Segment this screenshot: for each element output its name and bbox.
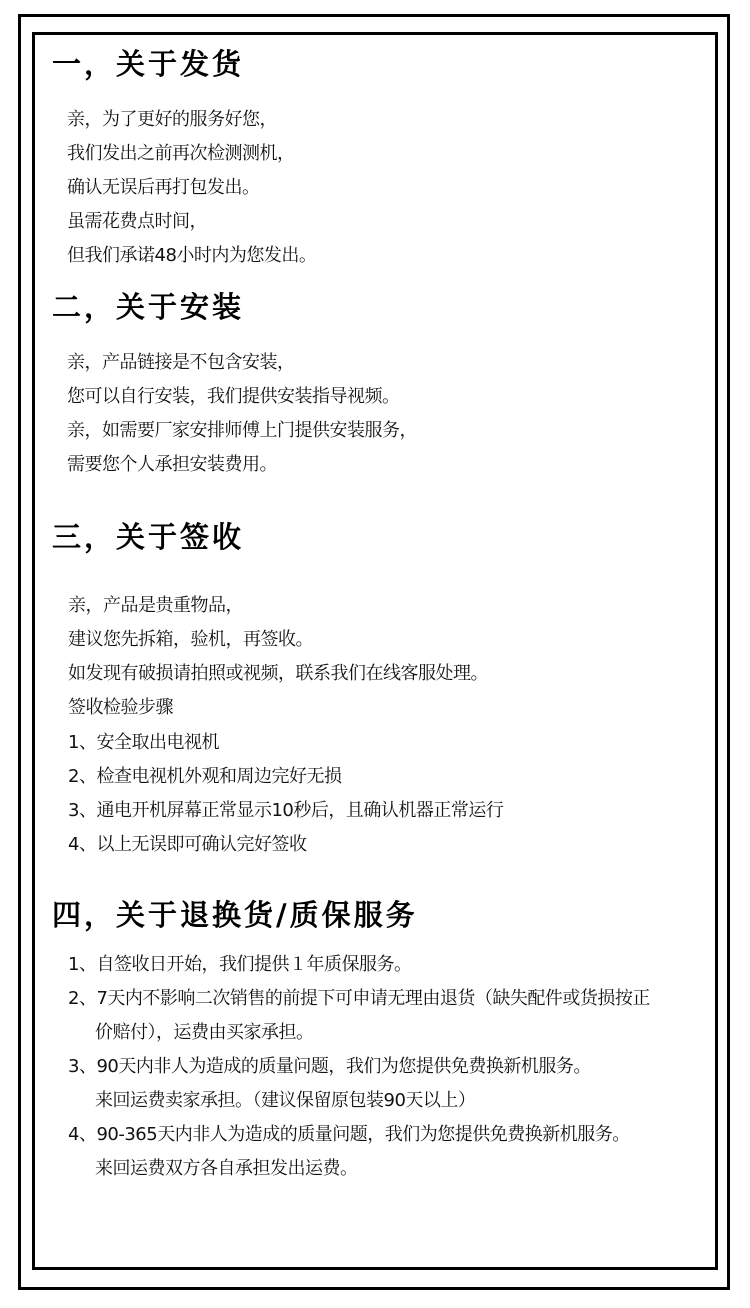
receipt-step-1: 1、安全取出电视机	[68, 732, 219, 753]
returns-item-1: 1、自签收日开始，我们提供１年质保服务。	[68, 954, 412, 975]
returns-item-2: 2、7天内不影响二次销售的前提下可申请无理由退货（缺失配件或货损按正	[68, 988, 650, 1009]
installation-line-1: 亲，产品链接是不包含安装，	[67, 352, 295, 373]
receipt-steps-title: 签收检验步骤	[68, 697, 173, 718]
returns-item-4-continued: 来回运费双方各自承担发出运费。	[95, 1158, 358, 1179]
receipt-line-1: 亲，产品是贵重物品，	[68, 595, 243, 616]
section-heading-receipt: 三，关于签收	[52, 520, 245, 554]
receipt-step-2: 2、检查电视机外观和周边完好无损	[68, 766, 342, 787]
shipping-line-3: 确认无误后再打包发出。	[67, 177, 260, 198]
section-heading-returns-warranty: 四，关于退换货/质保服务	[52, 898, 418, 932]
section-heading-shipping: 一，关于发货	[52, 47, 245, 81]
shipping-line-4: 虽需花费点时间，	[67, 211, 207, 232]
receipt-step-4: 4、以上无误即可确认完好签收	[68, 834, 307, 855]
section-heading-installation: 二，关于安装	[52, 290, 245, 324]
returns-item-3-continued: 来回运费卖家承担。（建议保留原包装90天以上）	[95, 1090, 476, 1111]
returns-item-3: 3、90天内非人为造成的质量问题，我们为您提供免费换新机服务。	[68, 1056, 591, 1077]
shipping-line-1: 亲，为了更好的服务好您，	[67, 109, 277, 130]
returns-item-2-continued: 价赔付），运费由买家承担。	[95, 1022, 314, 1043]
installation-line-4: 需要您个人承担安装费用。	[67, 454, 277, 475]
shipping-line-2: 我们发出之前再次检测测机，	[67, 143, 295, 164]
receipt-line-2: 建议您先拆箱，验机，再签收。	[68, 629, 313, 650]
shipping-line-5: 但我们承诺48小时内为您发出。	[67, 245, 317, 266]
returns-item-4: 4、90-365天内非人为造成的质量问题，我们为您提供免费换新机服务。	[68, 1124, 630, 1145]
receipt-step-3: 3、通电开机屏幕正常显示10秒后，且确认机器正常运行	[68, 800, 504, 821]
installation-line-3: 亲，如需要厂家安排师傅上门提供安装服务，	[67, 420, 417, 441]
installation-line-2: 您可以自行安装，我们提供安装指导视频。	[67, 386, 400, 407]
receipt-line-3: 如发现有破损请拍照或视频，联系我们在线客服处理。	[68, 663, 488, 684]
